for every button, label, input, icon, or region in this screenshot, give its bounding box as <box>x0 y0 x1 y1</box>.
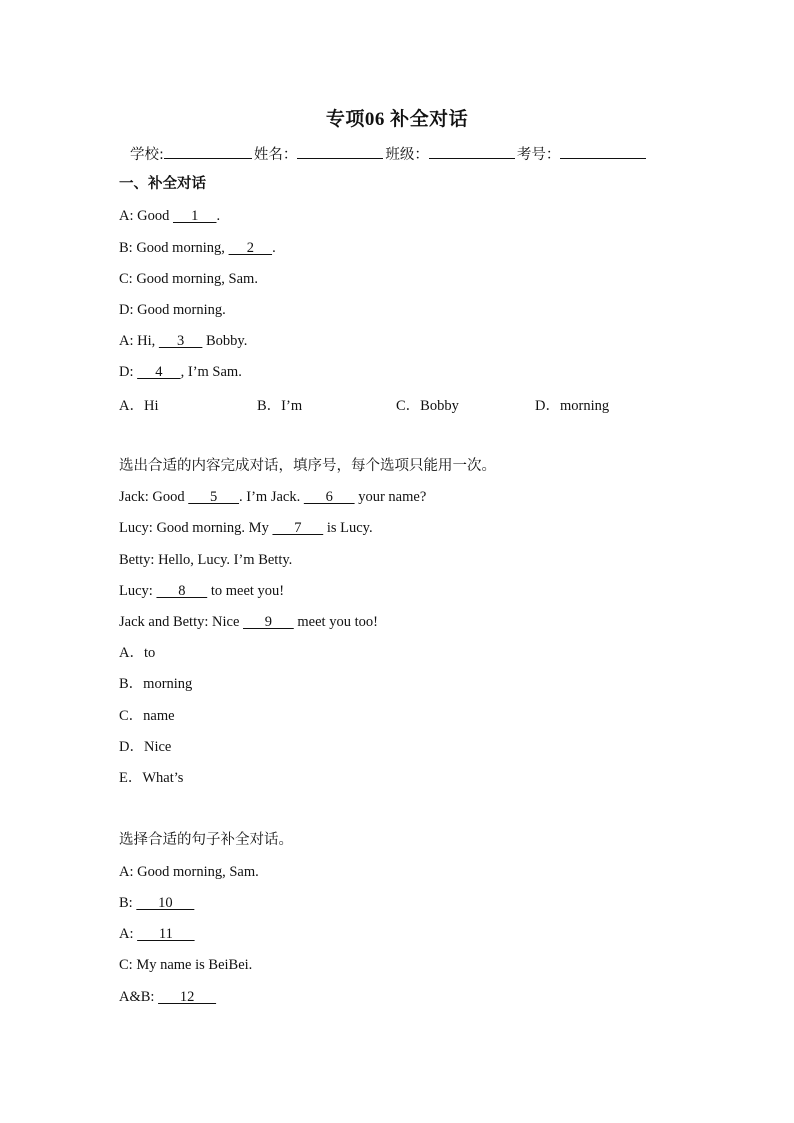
number-blank[interactable] <box>560 142 646 159</box>
dialogue-line: Betty: Hello, Lucy. I’m Betty. <box>119 552 293 568</box>
answer-blank-9[interactable]: 9 <box>243 614 294 630</box>
dialogue-line: A&B: 12 <box>119 989 217 1005</box>
dialogue-line: A: Good 1 . <box>119 208 221 224</box>
dialogue-line: D: Good morning. <box>119 302 226 318</box>
answer-blank-5[interactable]: 5 <box>188 489 240 505</box>
answer-blank-4[interactable]: 4 <box>137 364 181 380</box>
school-label: 学校: <box>130 147 164 163</box>
section2-instruction: 选出合适的内容完成对话，填序号，每个选项只能用一次。 <box>119 458 496 474</box>
option-a: A．Hi <box>119 398 159 414</box>
answer-blank-10[interactable]: 10 <box>136 895 195 911</box>
answer-blank-2[interactable]: 2 <box>228 240 273 256</box>
option-b: B．morning <box>119 676 193 692</box>
name-blank[interactable] <box>297 142 383 159</box>
answer-blank-8[interactable]: 8 <box>156 583 208 599</box>
section1-options <box>0 394 794 414</box>
dialogue-line: Lucy: Good morning. My 7 is Lucy. <box>119 520 373 536</box>
dialogue-line: Jack: Good 5 . I’m Jack. 6 your name? <box>119 489 427 505</box>
option-c: C．name <box>119 708 175 724</box>
student-info-row <box>130 142 648 164</box>
school-blank[interactable] <box>164 142 252 159</box>
dialogue-line: Lucy: 8 to meet you! <box>119 583 285 599</box>
answer-blank-7[interactable]: 7 <box>272 520 324 536</box>
section1-heading: 一、补全对话 <box>119 176 206 192</box>
answer-blank-3[interactable]: 3 <box>158 333 203 349</box>
dialogue-line: A: Hi, 3 Bobby. <box>119 333 248 349</box>
number-label: 考号： <box>516 147 561 163</box>
option-a: A．to <box>119 645 156 661</box>
option-e: E．What’s <box>119 770 184 786</box>
option-d: D．Nice <box>119 739 172 755</box>
name-label: 姓名： <box>253 147 298 163</box>
dialogue-line: D: 4 , I’m Sam. <box>119 364 242 380</box>
answer-blank-6[interactable]: 6 <box>303 489 355 505</box>
answer-blank-12[interactable]: 12 <box>158 989 217 1005</box>
answer-blank-11[interactable]: 11 <box>137 926 195 942</box>
option-d: D．morning <box>535 398 610 414</box>
dialogue-line: B: 10 <box>119 895 195 911</box>
answer-blank-1[interactable]: 1 <box>172 208 217 224</box>
dialogue-line: Jack and Betty: Nice 9 meet you too! <box>119 614 378 630</box>
dialogue-line: A: 11 <box>119 926 195 942</box>
dialogue-line: B: Good morning, 2 . <box>119 240 276 256</box>
dialogue-line: A: Good morning, Sam. <box>119 864 259 880</box>
option-c: C．Bobby <box>396 398 459 414</box>
class-label: 班级： <box>385 147 429 163</box>
class-blank[interactable] <box>429 142 515 159</box>
option-b: B．I’m <box>257 398 303 414</box>
dialogue-line: C: My name is BeiBei. <box>119 957 253 973</box>
section3-instruction: 选择合适的句子补全对话。 <box>119 832 293 848</box>
page-title: 专项06 补全对话 <box>325 109 469 130</box>
dialogue-line: C: Good morning, Sam. <box>119 271 258 287</box>
